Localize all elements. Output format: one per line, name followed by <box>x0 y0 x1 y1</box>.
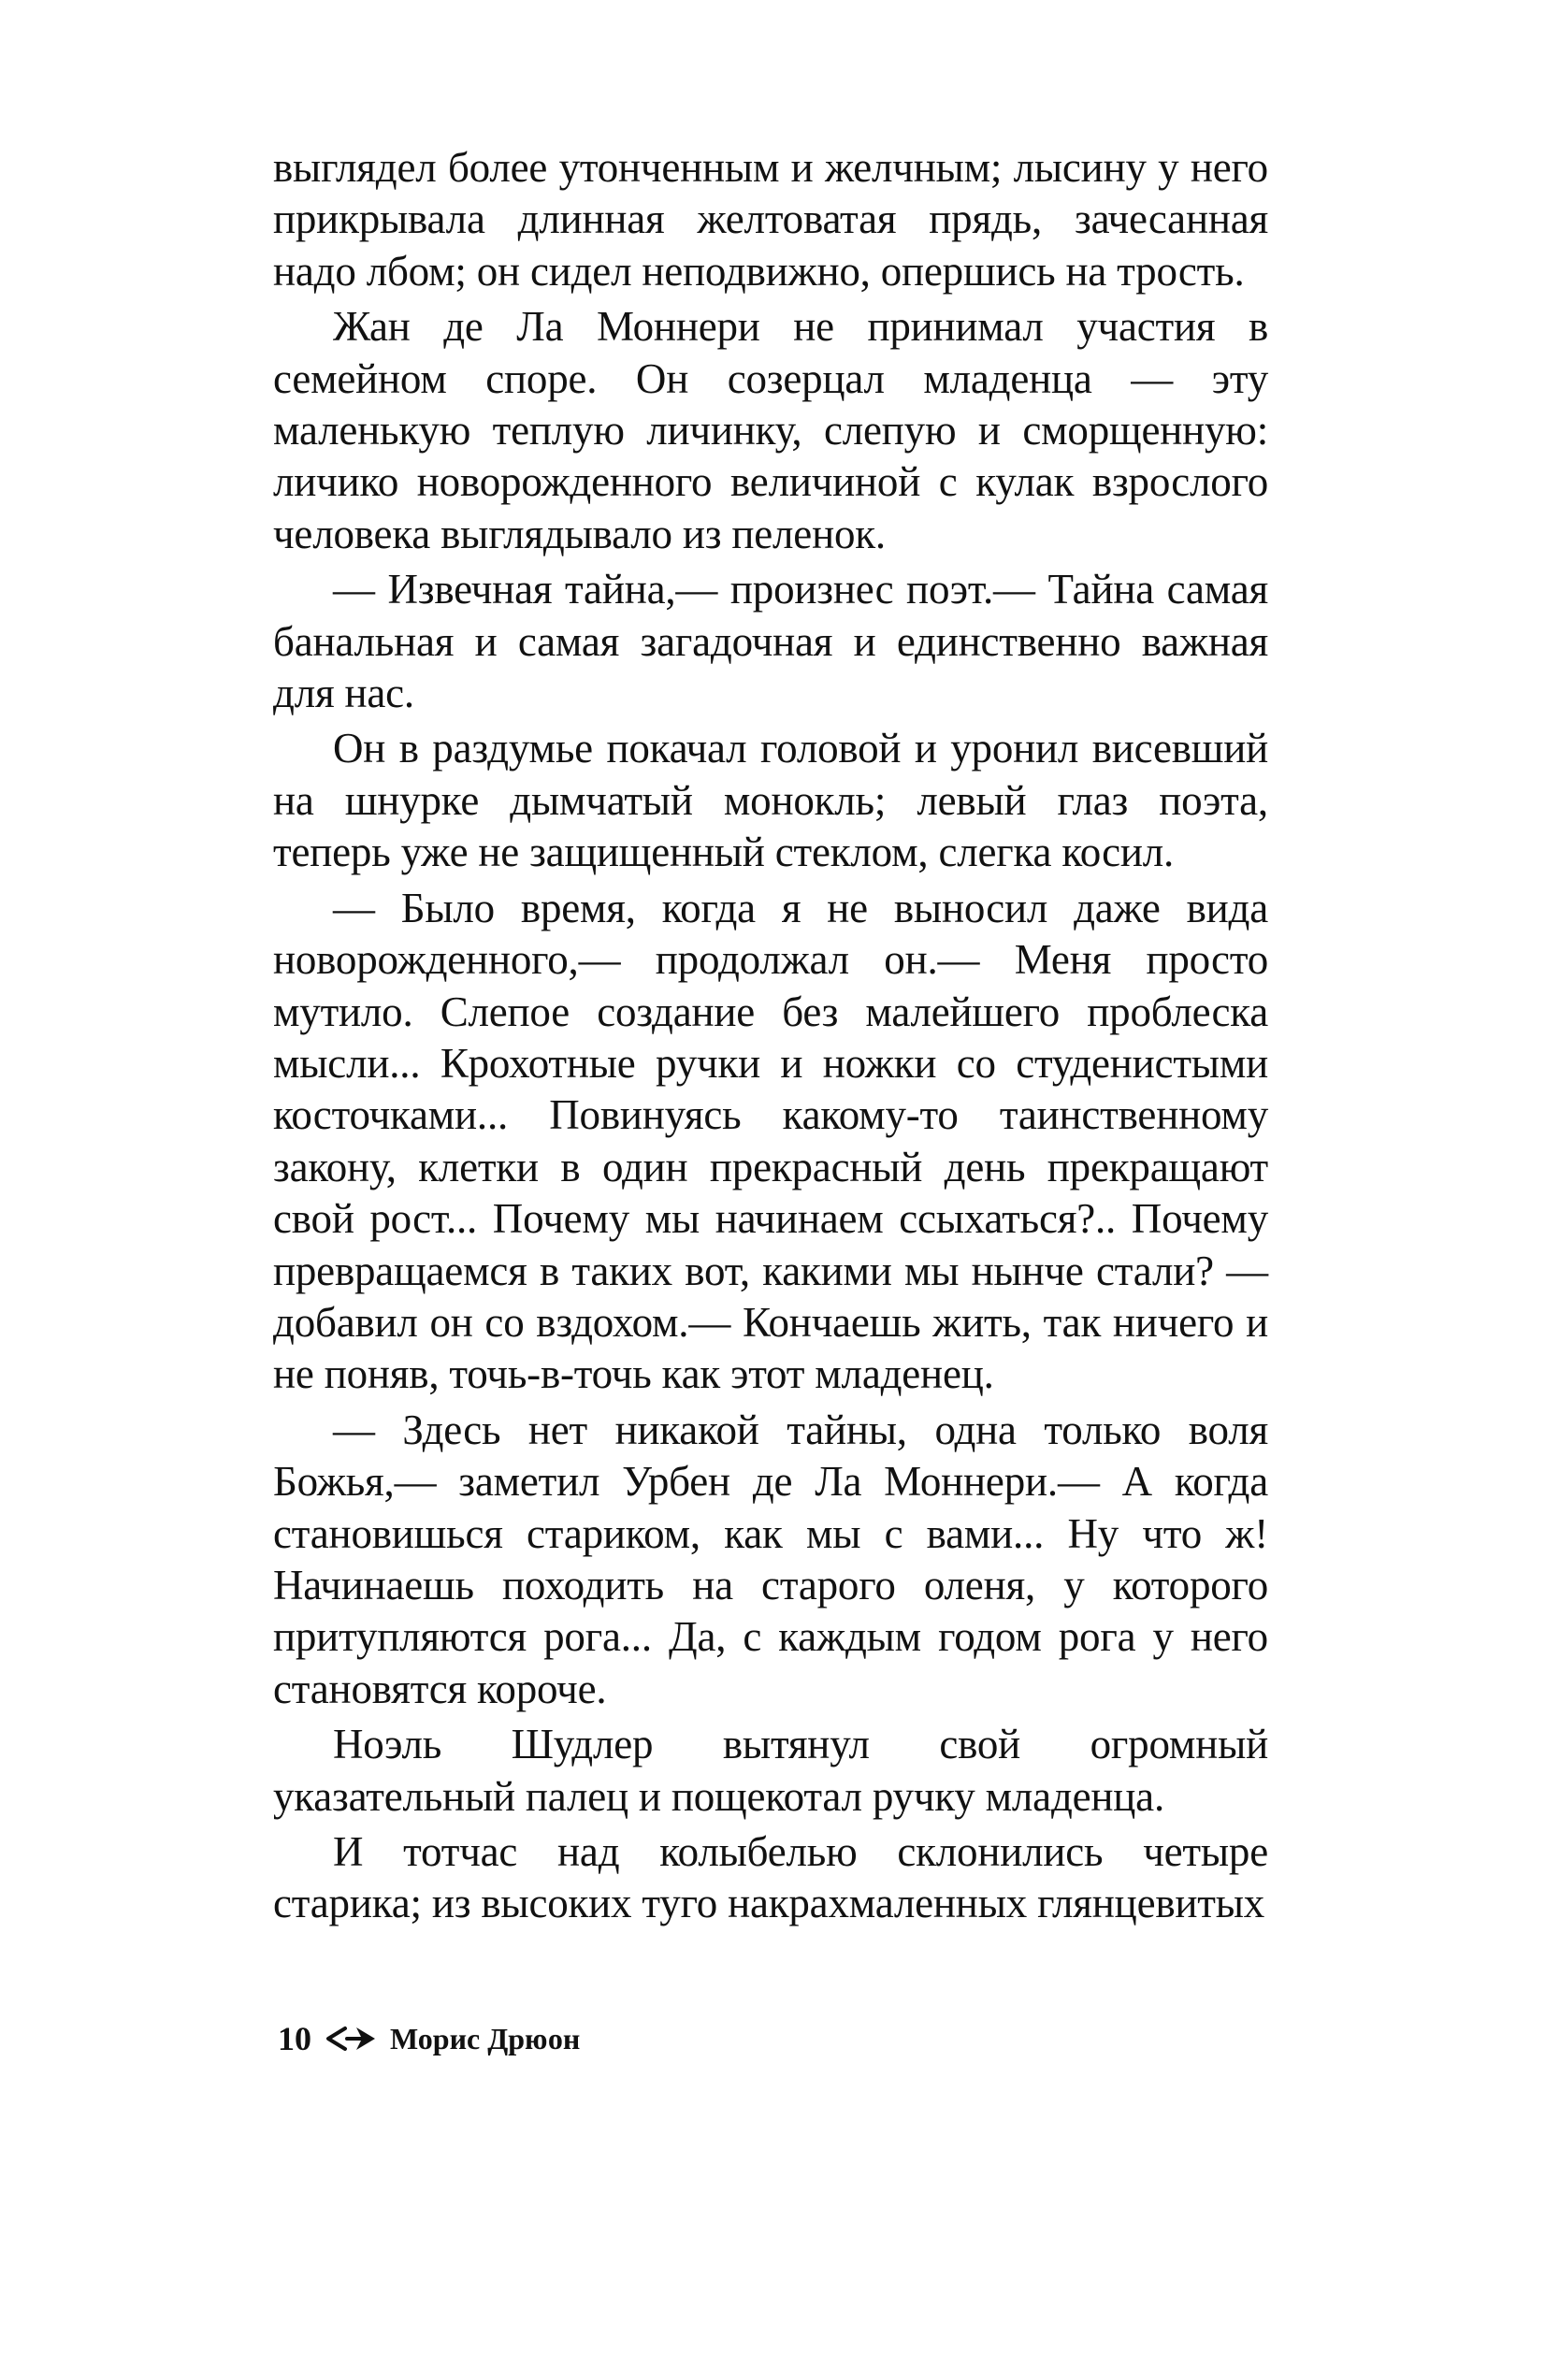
author-name: Морис Дрюон <box>390 2021 581 2055</box>
page-body-text <box>273 142 1268 1934</box>
page-number: 10 <box>278 2020 311 2057</box>
paragraph: Ноэль Шудлер вытянул свой огромный указательный палец и пощекотал ручку младенца. <box>273 1721 1268 1820</box>
paragraph: — Здесь нет никакой тайны, одна только воля Божья,— заметил Урбен де Ла Моннери.— А когда становишься стариком, как мы с вами... Ну что ж! Начинаешь походить на старого оленя, у которого притупляются рога... Да, с каждым годом рога у него становятся короче. <box>273 1406 1268 1712</box>
paragraph: — Было время, когда я не выносил даже вида новорожденного,— продолжал он.— Меня просто мутило. Слепое создание без малейшего проблеска мысли... Крохотные ручки и ножки со студенистыми косточками... Повинуясь какому-то таинственному закону, клетки в один прекрасный день прекращают свой рост... Почему мы начинаем ссыхаться?.. Почему превращаемся в таких вот, какими мы нынче стали? — добавил он со вздохом.— Кончаешь жить, так ничего и не поняв, точь-в-точь как этот младенец. <box>273 884 1268 1398</box>
paragraph: Он в раздумье покачал головой и уронил висевший на шнурке дымчатый монокль; левый глаз поэта, теперь уже не защищенный стеклом, слегка косил. <box>273 725 1268 876</box>
paragraph: Жан де Ла Моннери не принимал участия в семейном споре. Он созерцал младенца — эту маленькую теплую личинку, слепую и сморщенную: личико новорожденного величиной с кулак взрослого человека выглядывало из пеленок. <box>273 303 1268 557</box>
paragraph: — Извечная тайна,— произнес поэт.— Тайна самая банальная и самая загадочная и единственно важная для нас. <box>273 566 1268 717</box>
paragraph: выглядел более утонченным и желчным; лысину у него прикрывала длинная желтоватая прядь, зачесанная надо лбом; он сидел неподвижно, опершись на трость. <box>273 144 1268 295</box>
paragraph: И тотчас над колыбелью склонились четыре старика; из высоких туго накрахмаленных глянцевитых <box>273 1828 1268 1927</box>
page-footer <box>278 2011 580 2067</box>
ornament-arrow-icon <box>325 2025 379 2053</box>
